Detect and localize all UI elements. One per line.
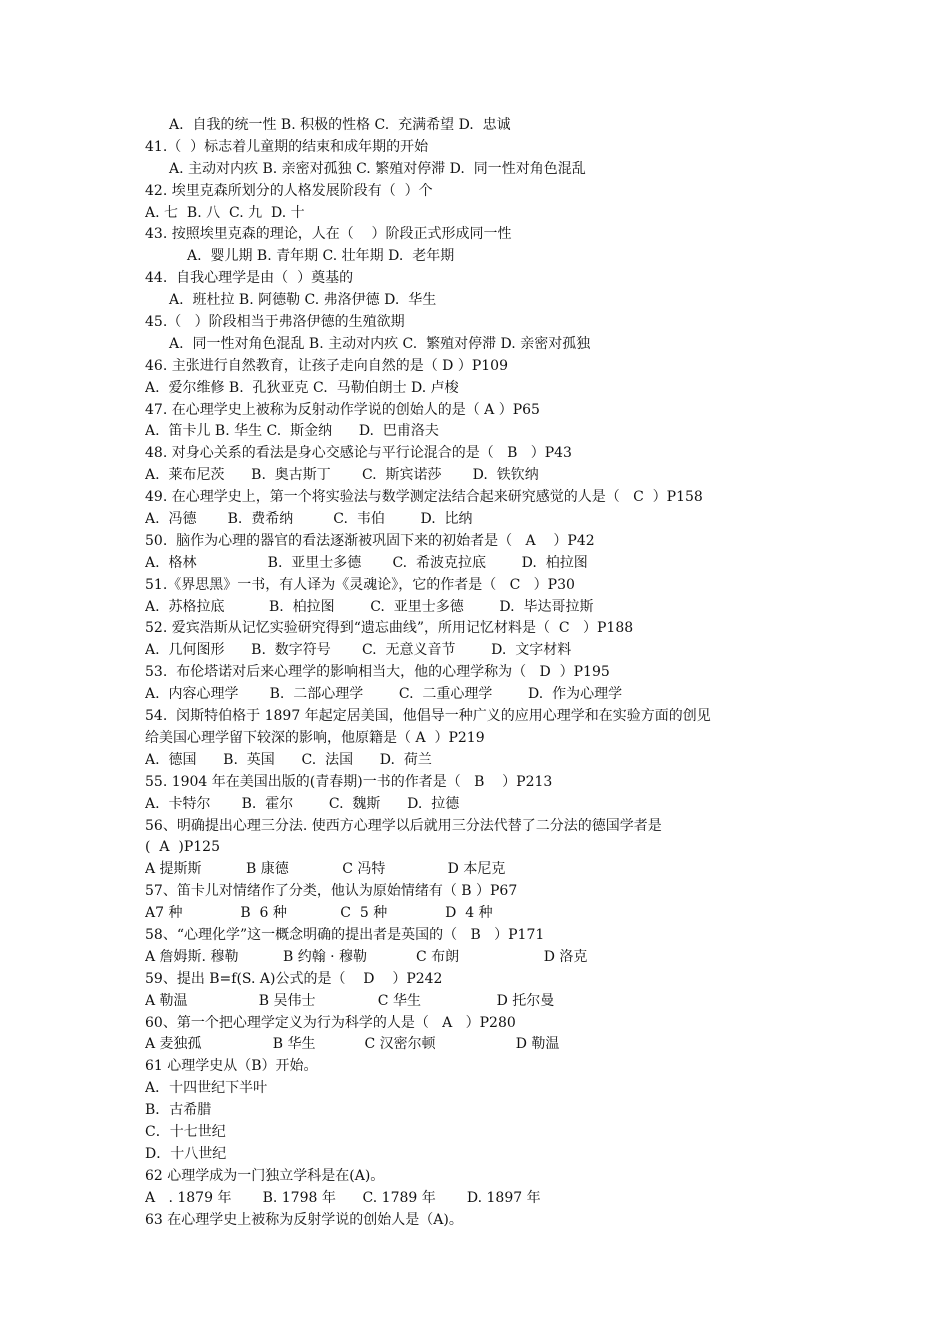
option-line: A. 几何图形 B. 数字符号 C. 无意义音节 D. 文字材料 bbox=[145, 642, 572, 659]
option-line: A 勒温 B 吴伟士 C 华生 D 托尔曼 bbox=[145, 992, 555, 1009]
option-line: A. 格林 B. 亚里士多德 C. 希波克拉底 D. 柏拉图 bbox=[145, 554, 588, 571]
option-line: B．古希腊 bbox=[145, 1102, 212, 1119]
option-line: A. 婴儿期 B. 青年期 C. 壮年期 D. 老年期 bbox=[187, 248, 455, 265]
option-line: A. 笛卡儿 B. 华生 C. 斯金纳 D. 巴甫洛夫 bbox=[145, 423, 439, 440]
option-line: A. 苏格拉底 B. 柏拉图 C. 亚里士多德 D. 毕达哥拉斯 bbox=[145, 598, 594, 615]
question-line: 42. 埃里克森所划分的人格发展阶段有（ ）个 bbox=[145, 182, 433, 199]
option-line: A. 七 B. 八 C. 九 D. 十 bbox=[145, 204, 305, 221]
question-line: 61 心理学史从（B）开始。 bbox=[145, 1058, 318, 1075]
option-line: A 麦独孤 B 华生 C 汉密尔顿 D 勒温 bbox=[145, 1036, 560, 1053]
option-line: A. 卡特尔 B. 霍尔 C. 魏斯 D. 拉德 bbox=[145, 795, 460, 812]
option-line: C．十七世纪 bbox=[145, 1123, 226, 1140]
question-line: 56、明确提出心理三分法. 使西方心理学以后就用三分法代替了二分法的德国学者是 bbox=[145, 817, 662, 834]
question-line: 45.（ ）阶段相当于弗洛伊德的生殖欲期 bbox=[145, 314, 405, 331]
question-line: 46. 主张进行自然教育，让孩子走向自然的是（ D ）P109 bbox=[145, 357, 508, 374]
question-line: 51.《界思黑》一书，有人译为《灵魂论》，它的作者是（ C ）P30 bbox=[145, 576, 575, 593]
question-line: 55. 1904 年在美国出版的(青春期)一书的作者是（ B ）P213 bbox=[145, 773, 553, 790]
question-line: 48. 对身心关系的看法是身心交感论与平行论混合的是（ B ）P43 bbox=[145, 445, 572, 462]
question-line: 50. 脑作为心理的器官的看法逐渐被巩固下来的初始者是（ A ）P42 bbox=[145, 532, 595, 549]
option-line: A 詹姆斯. 穆勒 B 约翰 · 穆勒 C 布朗 D 洛克 bbox=[145, 948, 588, 965]
question-line: 43. 按照埃里克森的理论，人在（ ）阶段正式形成同一性 bbox=[145, 226, 512, 243]
option-line: A. 爱尔维修 B. 孔狄亚克 C. 马勒伯朗士 D. 卢梭 bbox=[145, 379, 459, 396]
option-line: A. 同一性对角色混乱 B. 主动对内疚 C. 繁殖对停滞 D. 亲密对孤独 bbox=[169, 335, 591, 352]
option-line: A7 种 B 6 种 C 5 种 D 4 种 bbox=[145, 905, 493, 922]
option-line: A 提斯斯 B 康德 C 冯特 D 本尼克 bbox=[145, 861, 506, 878]
question-list bbox=[145, 115, 825, 1231]
question-line: 60、第一个把心理学定义为行为科学的人是（ A ）P280 bbox=[145, 1014, 516, 1031]
question-line: 49. 在心理学史上，第一个将实验法与数学测定法结合起来研究感觉的人是（ C ）P158 bbox=[145, 489, 703, 506]
option-line: A. 班杜拉 B. 阿德勒 C. 弗洛伊德 D. 华生 bbox=[169, 292, 437, 309]
option-line: A. 内容心理学 B. 二部心理学 C. 二重心理学 D. 作为心理学 bbox=[145, 686, 623, 703]
question-line: 44. 自我心理学是由（ ）奠基的 bbox=[145, 270, 354, 287]
option-line: A. 冯德 B. 费希纳 C. 韦伯 D. 比纳 bbox=[145, 511, 473, 528]
question-line-continued: 给美国心理学留下较深的影响，他原籍是（ A ）P219 bbox=[145, 729, 485, 746]
question-line: 58、“心理化学”这一概念明确的提出者是英国的（ B ）P171 bbox=[145, 926, 545, 943]
option-line: A. 自我的统一性 B. 积极的性格 C. 充满希望 D. 忠诚 bbox=[169, 117, 511, 133]
question-line: 53. 布伦塔诺对后来心理学的影响相当大，他的心理学称为（ D ）P195 bbox=[145, 664, 610, 681]
question-line-continued: ( A )P125 bbox=[145, 839, 220, 856]
question-line: 52. 爱宾浩斯从记忆实验研究得到“遗忘曲线”，所用记忆材料是（ C ）P188 bbox=[145, 620, 634, 637]
question-line: 57、笛卡儿对情绪作了分类，他认为原始情绪有（ B ）P67 bbox=[145, 883, 518, 900]
question-line: 47. 在心理学史上被称为反射动作学说的创始人的是（ A ）P65 bbox=[145, 401, 540, 418]
question-line: 41.（ ）标志着儿童期的结束和成年期的开始 bbox=[145, 138, 429, 155]
question-line: 54. 闵斯特伯格于 1897 年起定居美国，他倡导一种广义的应用心理学和在实验方面的创见 bbox=[145, 708, 711, 725]
question-line: 59、提出 B=f(S. A)公式的是（ D ）P242 bbox=[145, 970, 443, 987]
option-line: A. 德国 B. 英国 C. 法国 D. 荷兰 bbox=[145, 751, 432, 768]
question-line: 63 在心理学史上被称为反射学说的创始人是（A)。 bbox=[145, 1211, 463, 1228]
question-line: 62 心理学成为一门独立学科是在(A)。 bbox=[145, 1167, 385, 1184]
option-line: A. 莱布尼茨 B. 奥古斯丁 C. 斯宾诺莎 D. 铁钦纳 bbox=[145, 467, 539, 484]
option-line: A . 1879 年 B. 1798 年 C. 1789 年 D. 1897 年 bbox=[145, 1189, 541, 1206]
option-line: A. 主动对内疚 B. 亲密对孤独 C. 繁殖对停滞 D. 同一性对角色混乱 bbox=[169, 160, 586, 177]
option-line: A．十四世纪下半叶 bbox=[145, 1080, 268, 1097]
option-line: D．十八世纪 bbox=[145, 1145, 227, 1162]
